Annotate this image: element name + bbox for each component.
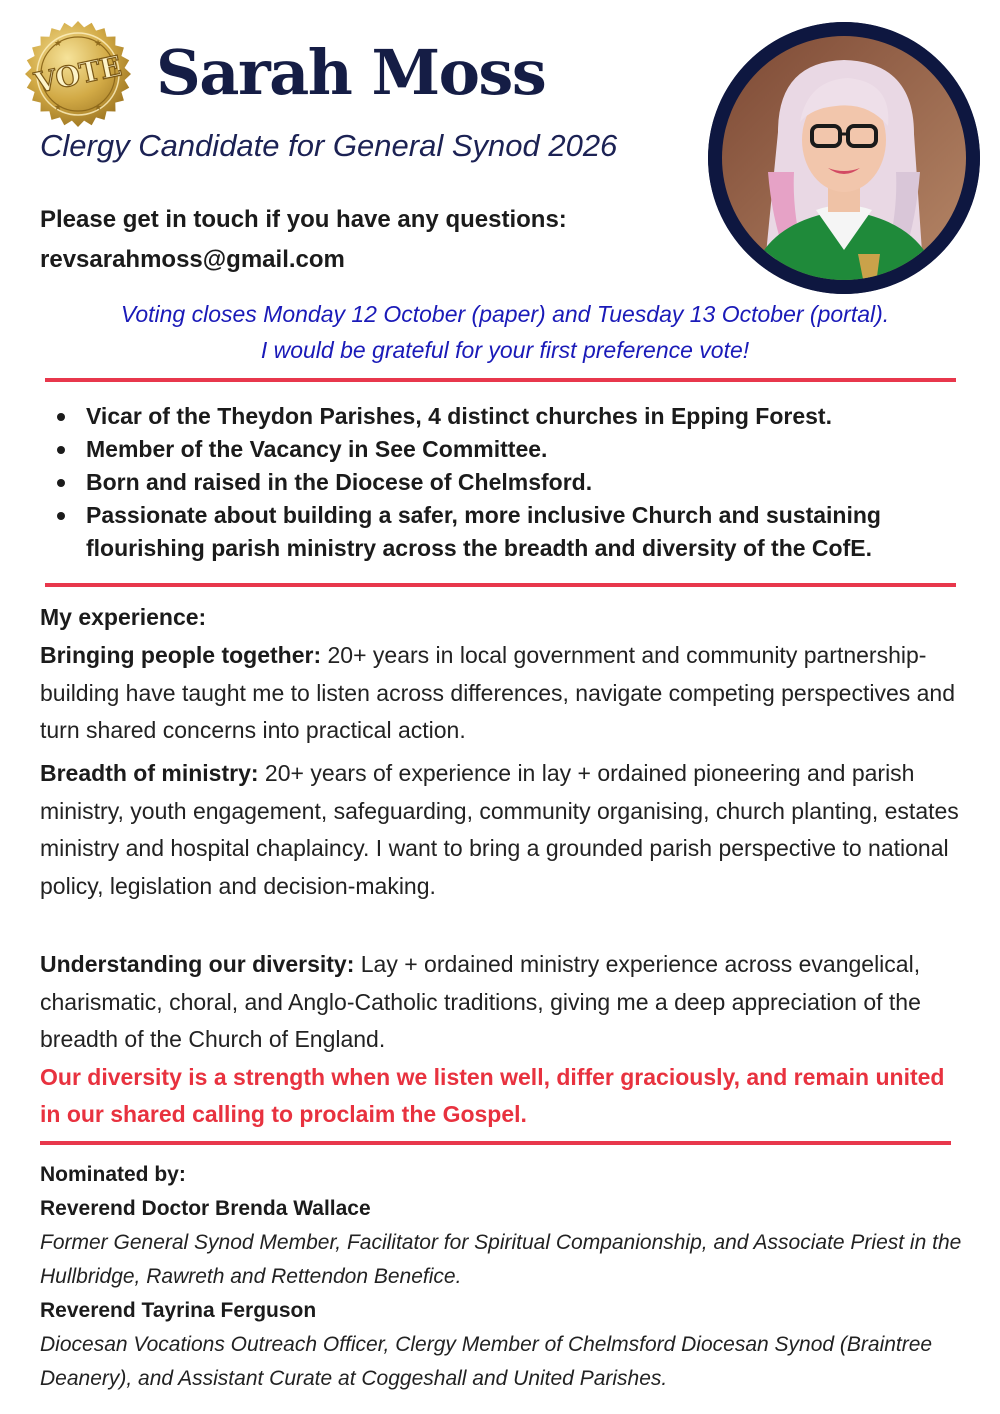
experience-heading: My experience: <box>40 604 207 630</box>
voting-notice <box>40 296 970 368</box>
experience-label: Breadth of ministry: <box>40 760 259 786</box>
divider <box>45 583 956 587</box>
highlights-list <box>40 400 960 565</box>
closing-statement: Our diversity is a strength when we listen well, differ graciously, and remain united in our shared calling to proclaim the Gospel. <box>40 1064 945 1127</box>
svg-text:★: ★ <box>94 103 103 113</box>
preference-vote-line: I would be grateful for your first preference vote! <box>260 337 750 363</box>
nominee-name: Reverend Doctor Brenda Wallace <box>40 1197 371 1220</box>
vote-seal-icon <box>24 20 132 128</box>
svg-text:★: ★ <box>94 39 103 49</box>
experience-text: Lay + ordained ministry experience across evangelical, charismatic, choral, and Anglo-Catholic traditions, giving me a deep appreciation of the breadth of the Church of England. <box>40 951 921 1052</box>
experience-item <box>40 755 960 905</box>
seal-text: VOTE <box>31 49 125 100</box>
svg-text:★: ★ <box>54 39 63 49</box>
list-item: Born and raised in the Diocese of Chelmsford. <box>40 466 960 499</box>
divider <box>45 378 956 382</box>
candidate-name: Sarah Moss <box>156 36 546 109</box>
experience-text: 20+ years of experience in lay + ordained pioneering and parish ministry, youth engagement, safeguarding, community organising, church planting, estates ministry and hospital chaplaincy. I want to bring a grounded parish perspective to national policy, legislation and decision-making. <box>40 760 959 899</box>
experience-label: Understanding our diversity: <box>40 951 355 977</box>
list-item: Member of the Vacancy in See Committee. <box>40 433 960 466</box>
experience-text: 20+ years in local government and community partnership-building have taught me to listen across differences, navigate competing perspectives and turn shared concerns into practical action. <box>40 642 956 743</box>
experience-label: Bringing people together: <box>40 642 322 668</box>
divider <box>40 1141 951 1145</box>
nominations-heading: Nominated by: <box>40 1163 186 1186</box>
list-item: Passionate about building a safer, more inclusive Church and sustaining flourishing parish ministry across the breadth and diversity of the CofE. <box>40 499 960 565</box>
nominee-description: Former General Synod Member, Facilitator for Spiritual Companionship, and Associate Priest in the Hullbridge, Rawreth and Rettendon Benefice. <box>40 1231 962 1288</box>
contact-intro: Please get in touch if you have any questions: <box>40 206 567 233</box>
nominee-description: Diocesan Vocations Outreach Officer, Clergy Member of Chelmsford Diocesan Synod (Braintree Deanery), and Assistant Curate at Coggeshall and United Parishes. <box>40 1333 933 1390</box>
contact-email[interactable]: revsarahmoss@gmail.com <box>40 246 345 273</box>
nominee-name: Reverend Tayrina Ferguson <box>40 1299 317 1322</box>
experience-item <box>40 946 960 1059</box>
experience-item <box>40 637 960 750</box>
list-item: Vicar of the Theydon Parishes, 4 distinct churches in Epping Forest. <box>40 400 960 433</box>
svg-text:★: ★ <box>54 103 63 113</box>
candidate-portrait <box>708 22 980 294</box>
candidate-subtitle: Clergy Candidate for General Synod 2026 <box>40 128 618 163</box>
voting-closes-line: Voting closes Monday 12 October (paper) and Tuesday 13 October (portal). <box>120 301 890 327</box>
